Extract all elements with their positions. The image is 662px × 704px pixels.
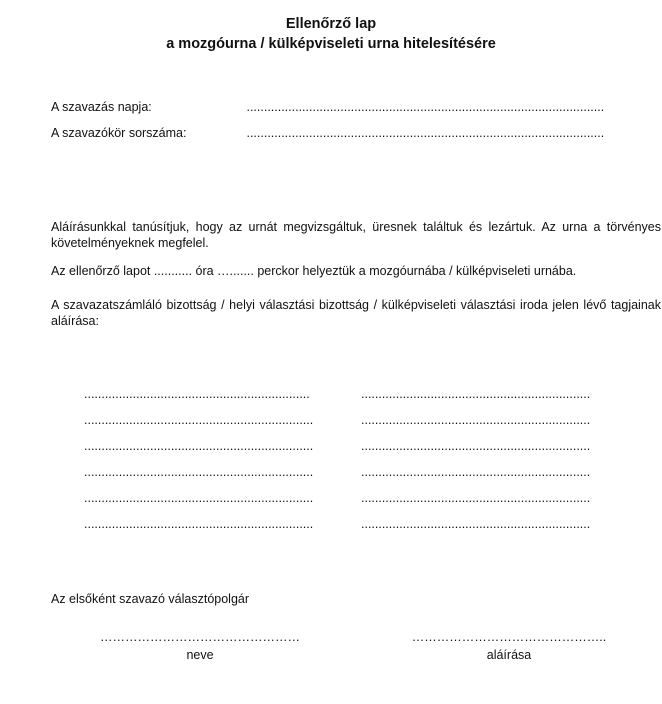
first-voter-name-line: ………………………………………… [100, 630, 300, 644]
time-line-paragraph: Az ellenőrző lapot ........... óra …....... perckor helyeztük a mozgóurnába / külképviseleti urnába. [51, 264, 577, 278]
first-voter-label: Az elsőként szavazó választópolgár [51, 592, 250, 606]
polling-station-row [51, 125, 604, 141]
signature-line: .................................................................. [361, 387, 591, 401]
page-subtitle: a mozgóurna / külképviseleti urna hitelesítésére [166, 36, 496, 52]
signature-line: .................................................................. [361, 413, 591, 427]
signature-line: .................................................................. [84, 491, 314, 505]
first-voter-signature-line: ……………………………………….. [411, 630, 607, 644]
signature-line: .................................................................. [361, 517, 591, 531]
polling-station-blank: ....................................................................................................... [246, 126, 605, 140]
statement-paragraph: Aláírásunkkal tanúsítjuk, hogy az urnát megvizsgáltuk, üresnek találtuk és lezártuk. Az urna a törvényes követelményeknek megfelel. [51, 220, 661, 250]
signature-line: ................................................................. [84, 387, 310, 401]
voting-date-row [51, 99, 604, 115]
first-voter-signature-block [389, 628, 629, 664]
signature-line: .................................................................. [84, 413, 314, 427]
signature-line: .................................................................. [361, 439, 591, 453]
page-title: Ellenőrző lap [285, 16, 377, 32]
first-voter-name-block [80, 628, 320, 664]
voting-date-label: A szavazás napja: [51, 100, 152, 114]
signature-line: .................................................................. [84, 517, 314, 531]
signature-column-right [361, 381, 590, 537]
polling-station-label: A szavazókör sorszáma: [51, 126, 187, 140]
first-voter-name-caption: neve [186, 648, 214, 662]
signature-line: .................................................................. [361, 491, 591, 505]
signature-column-left [84, 381, 313, 537]
signature-line: .................................................................. [84, 439, 314, 453]
first-voter-signature-caption: aláírása [486, 648, 532, 662]
signatories-heading: A szavazatszámláló bizottság / helyi választási bizottság / külképviseleti választási iroda jelen lévő tagjainak aláírása: [51, 298, 661, 328]
title-block [0, 14, 662, 54]
signature-line: .................................................................. [361, 465, 591, 479]
signature-line: .................................................................. [84, 465, 314, 479]
voting-date-blank: ....................................................................................................... [246, 100, 605, 114]
